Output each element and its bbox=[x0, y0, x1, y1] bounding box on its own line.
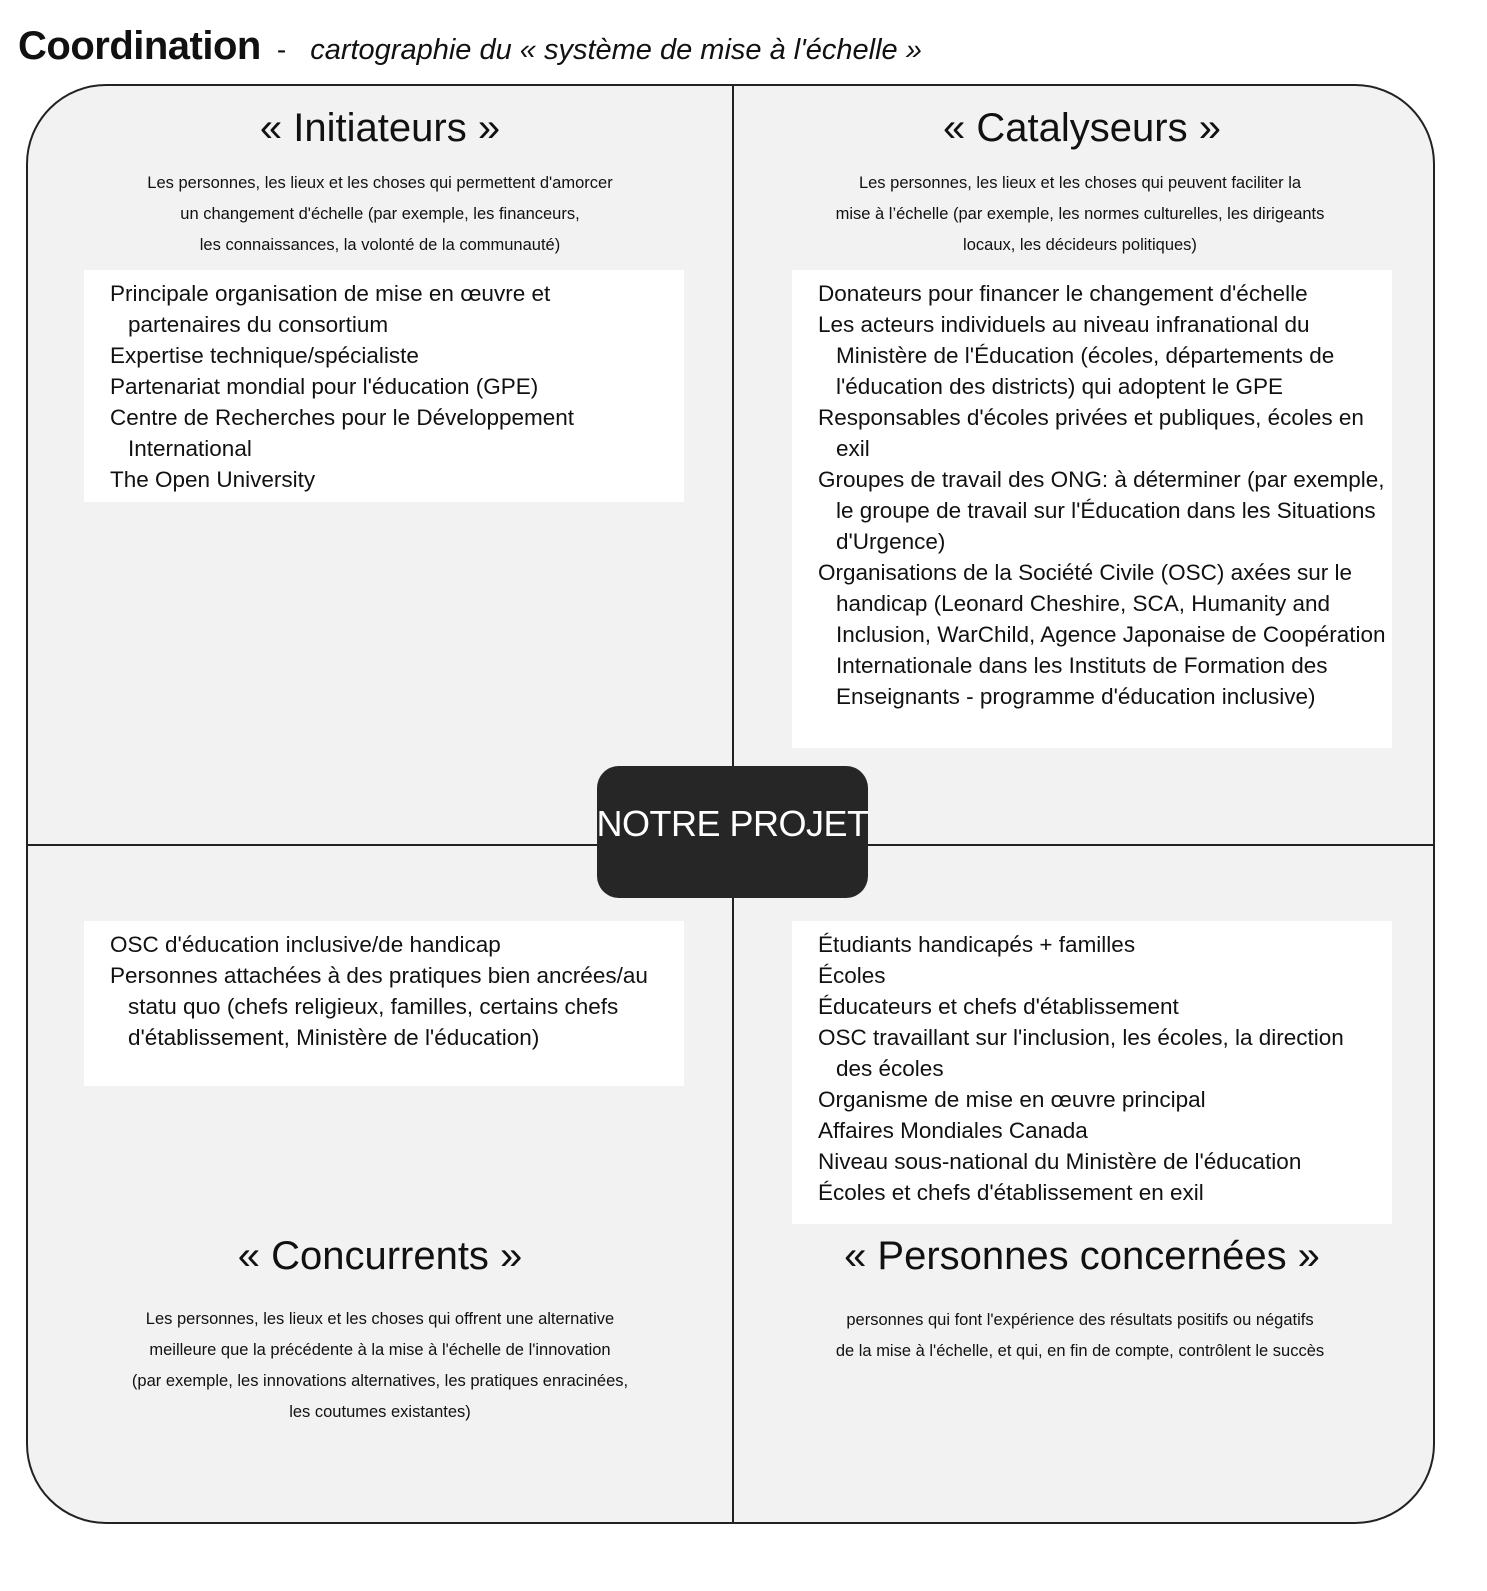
quadrant-description-concurrents bbox=[80, 1304, 680, 1428]
list-item: Écoles bbox=[818, 963, 886, 988]
description-line: Les personnes, les lieux et les choses qui permettent d'amorcer bbox=[147, 174, 613, 192]
list-item: Expertise technique/spécialiste bbox=[110, 343, 419, 368]
quadrant-list-initiateurs bbox=[84, 270, 684, 502]
description-line: locaux, les décideurs politiques) bbox=[963, 236, 1197, 254]
quadrant-list-concernees bbox=[792, 921, 1392, 1224]
list-item: OSC travaillant sur l'inclusion, les écoles, la direction des écoles bbox=[818, 1025, 1344, 1081]
quadrant-description-concernees bbox=[780, 1305, 1380, 1367]
description-line: de la mise à l'échelle, et qui, en fin de compte, contrôlent le succès bbox=[835, 1342, 1325, 1360]
quadrant-list-catalyseurs bbox=[792, 270, 1392, 748]
list-item: OSC d'éducation inclusive/de handicap bbox=[110, 932, 501, 957]
title-subtitle: cartographie du « système de mise à l'échelle » bbox=[310, 34, 922, 66]
quadrant-description-initiateurs bbox=[80, 168, 680, 261]
list-item: Les acteurs individuels au niveau infranational du Ministère de l'Éducation (écoles, départements de l'éducation des districts) qui adoptent le GPE bbox=[818, 312, 1335, 399]
description-line: un changement d'échelle (par exemple, les financeurs, bbox=[180, 205, 580, 223]
description-line: meilleure que la précédente à la mise à l'échelle de l'innovation bbox=[149, 1341, 611, 1359]
description-line: personnes qui font l'expérience des résultats positifs ou négatifs bbox=[846, 1311, 1314, 1329]
list-item: Niveau sous-national du Ministère de l'éducation bbox=[818, 1149, 1302, 1174]
list-item: Groupes de travail des ONG: à déterminer (par exemple, le groupe de travail sur l'Éducation dans les Situations d'Urgence) bbox=[818, 467, 1385, 554]
description-line: les coutumes existantes) bbox=[289, 1403, 471, 1421]
quadrant-title-concernees: « Personnes concernées » bbox=[844, 1234, 1320, 1278]
description-line: Les personnes, les lieux et les choses qui peuvent faciliter la bbox=[858, 174, 1302, 192]
title-main: Coordination bbox=[18, 24, 261, 68]
list-item: The Open University bbox=[110, 467, 316, 492]
list-item: Éducateurs et chefs d'établissement bbox=[818, 994, 1179, 1019]
list-item: Affaires Mondiales Canada bbox=[818, 1118, 1088, 1143]
quadrant-title-initiateurs: « Initiateurs » bbox=[259, 106, 501, 150]
list-item: Donateurs pour financer le changement d'échelle bbox=[818, 281, 1308, 306]
list-item: Organisations de la Société Civile (OSC) axées sur le handicap (Leonard Cheshire, SCA, Humanity and Inclusion, WarChild, Agence Japonaise de Coopération Internationale dans les Instituts de Formation des Enseignants - programme d'éducation inclusive) bbox=[818, 560, 1386, 709]
list-item: Partenariat mondial pour l'éducation (GPE) bbox=[110, 374, 539, 399]
quadrant-list-concurrents bbox=[84, 921, 684, 1086]
title-separator: - bbox=[276, 34, 287, 65]
quadrant-description-catalyseurs bbox=[780, 168, 1380, 261]
quadrant-title-catalyseurs: « Catalyseurs » bbox=[943, 106, 1221, 150]
description-line: (par exemple, les innovations alternatives, les pratiques enracinées, bbox=[131, 1372, 629, 1390]
page-title bbox=[18, 24, 922, 69]
description-line: mise à l’échelle (par exemple, les normes culturelles, les dirigeants bbox=[835, 205, 1325, 223]
quadrant-title-concurrents: « Concurrents » bbox=[237, 1234, 523, 1278]
center-project-box: NOTRE PROJET bbox=[597, 766, 868, 898]
list-item: Centre de Recherches pour le Développement International bbox=[110, 405, 575, 461]
list-item: Personnes attachées à des pratiques bien ancrées/au statu quo (chefs religieux, familles, certains chefs d'établissement, Ministère de l'éducation) bbox=[110, 963, 648, 1050]
description-line: Les personnes, les lieux et les choses qui offrent une alternative bbox=[145, 1310, 615, 1328]
list-item: Principale organisation de mise en œuvre et partenaires du consortium bbox=[110, 281, 551, 337]
list-item: Responsables d'écoles privées et publiques, écoles en exil bbox=[818, 405, 1364, 461]
description-line: les connaissances, la volonté de la communauté) bbox=[199, 236, 561, 254]
list-item: Écoles et chefs d'établissement en exil bbox=[818, 1180, 1204, 1205]
list-item: Étudiants handicapés + familles bbox=[818, 932, 1136, 957]
list-item: Organisme de mise en œuvre principal bbox=[818, 1087, 1206, 1112]
